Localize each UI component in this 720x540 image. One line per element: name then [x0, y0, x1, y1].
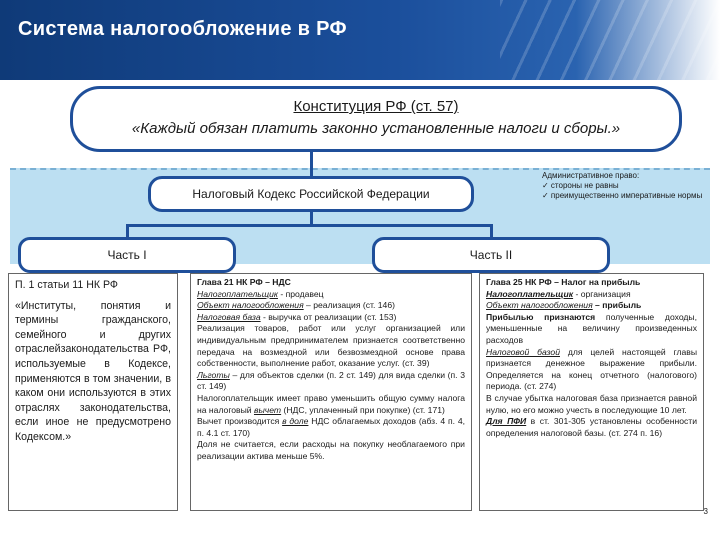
page-title: Система налогообложение в РФ — [18, 18, 347, 40]
vat-item: Налогоплательщик - продавец — [197, 288, 324, 299]
connector-line — [126, 224, 492, 227]
profit-item: Прибылью признаются полученные доходы, уменьшенные на величину произведенных расходов — [486, 311, 697, 345]
footer-bar — [0, 530, 720, 540]
vat-item: Налогоплательщик имеет право уменьшить общую сумму налога на налоговый вычет (НДС, уплаченный при покупке) (ст. 171) — [197, 392, 465, 415]
article-text: «Институты, понятия и термины гражданского, семейного и других отраслейзаконодательства РФ, используемые в Кодексе, применяются в том значении, в каком они используются в этих отраслях законодательства, если иное не предусмотрено Кодексом.» — [15, 299, 171, 443]
constitution-box — [70, 86, 682, 152]
admin-law-note — [542, 171, 712, 201]
vat-column — [190, 273, 472, 511]
vat-item: Объект налогообложения – реализация (ст. 146) — [197, 300, 395, 311]
vat-title: Глава 21 НК РФ – НДС — [197, 277, 291, 287]
tax-code-box: Налоговый Кодекс Российской Федерации — [148, 176, 474, 212]
profit-item: Налоговой базой для целей настоящей главы признается денежное выражение прибыли. Определяется на конец отчетного (налогового) периода. (ст. 274) — [486, 346, 698, 392]
vat-item: Доля не считается, если расходы на покупку необлагаемого при реализации актива меньше 5%. — [197, 439, 465, 461]
vat-item: Льготы – для объектов сделки (п. 2 ст. 149) для вида сделки (п. 3 ст. 149) — [197, 369, 465, 392]
profit-item: Объект налогообложения – прибыль — [486, 300, 642, 311]
admin-law-item: ✓ преимущественно императивные нормы — [542, 191, 703, 200]
header-decoration — [500, 0, 720, 80]
admin-law-heading: Административное право: — [542, 171, 640, 180]
constitution-quote: «Каждый обязан платить законно установленные налоги и сборы.» — [131, 120, 621, 137]
part-one-box: Часть I — [18, 237, 236, 273]
vat-item: Налоговая база - выручка от реализации (ст. 153) — [197, 311, 397, 322]
page-number: 3 — [703, 507, 708, 516]
profit-item: Для ПФИ в ст. 301-305 установлены особенности определения налоговой базы. (ст. 274 п. 16) — [486, 416, 698, 438]
vat-item: Вычет производится в доле НДС облагаемых доходов (абз. 4 п. 4, п. 4.1 ст. 170) — [197, 416, 466, 438]
vat-item: Реализация товаров, работ или услуг организацией или индивидуальным предпринимателем признается соответственно передача на возмездной или безвозмездной основе права собственности, выполнение работ, оказание услуг. (ст. 39) — [197, 323, 465, 369]
profit-title: Глава 25 НК РФ – Налог на прибыль — [486, 277, 641, 287]
connector-line — [490, 224, 493, 238]
connector-line — [126, 224, 129, 238]
part-one-column — [8, 273, 178, 511]
article-heading: П. 1 статьи 11 НК РФ — [15, 279, 118, 291]
profit-item: В случае убытка налоговая база признается равной нулю, но его можно учесть в последующие 10 лет. — [486, 392, 697, 415]
constitution-title: Конституция РФ (ст. 57) — [293, 98, 459, 115]
profit-tax-column — [479, 273, 704, 511]
profit-item: Налогоплательщик - организация — [486, 288, 631, 299]
part-two-box: Часть II — [372, 237, 610, 273]
admin-law-item: ✓ стороны не равны — [542, 181, 619, 190]
header-bar — [0, 0, 720, 80]
connector-line — [310, 152, 313, 178]
